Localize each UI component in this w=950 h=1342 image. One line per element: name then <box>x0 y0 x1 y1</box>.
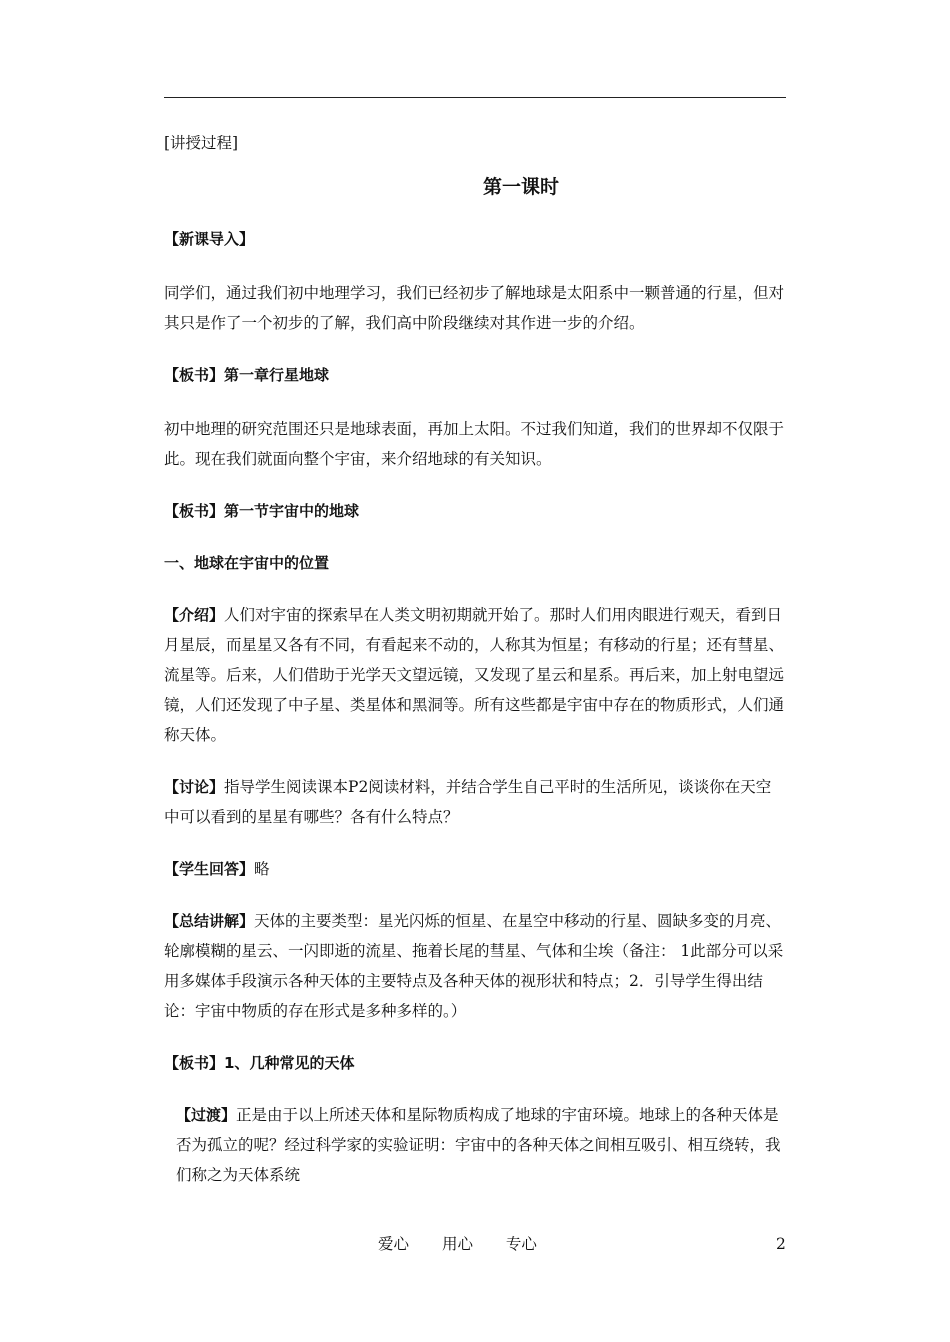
summary-paragraph <box>164 906 786 1026</box>
header-rule <box>164 97 786 98</box>
lesson-title: 第一课时 <box>482 176 559 198</box>
footer-word-2: 用心 <box>441 1235 473 1253</box>
board-celestial-heading: 【板书】1、几种常见的天体 <box>164 1054 355 1072</box>
board-section-heading: 【板书】第一节宇宙中的地球 <box>164 502 360 520</box>
scope-paragraph: 初中地理的研究范围还只是地球表面，再加上太阳。不过我们知道，我们的世界却不仅限于此。现在我们就面向整个宇宙，来介绍地球的有关知识。 <box>164 420 785 468</box>
introduction-paragraph <box>164 600 786 750</box>
footer-word-1: 爱心 <box>378 1235 410 1253</box>
introduction-label: 【介绍】 <box>164 606 225 624</box>
board-chapter-heading: 【板书】第一章行星地球 <box>164 366 330 384</box>
section-heading: [讲授过程] <box>164 134 239 152</box>
discussion-text: 指导学生阅读课本P2阅读材料，并结合学生自己平时的生活所见，谈谈你在天空中可以看到的星星有哪些？各有什么特点？ <box>164 778 772 826</box>
page-number: 2 <box>776 1235 786 1253</box>
position-heading: 一、地球在宇宙中的位置 <box>164 554 330 572</box>
transition-paragraph <box>164 1100 786 1190</box>
summary-text: 天体的主要类型：星光闪烁的恒星、在星空中移动的行星、圆缺多变的月亮、轮廓模糊的星云、一闪即逝的流星、拖着长尾的彗星、气体和尘埃（备注： 1此部分可以采用多媒体手段演示各种天体的主要特点及各种天体的视形状和特点；2．引导学生得出结论：宇宙中物质的存在形式是多种多样的。） <box>164 912 784 1020</box>
intro-paragraph: 同学们，通过我们初中地理学习，我们已经初步了解地球是太阳系中一颗普通的行星，但对其只是作了一个初步的了解，我们高中阶段继续对其作进一步的介绍。 <box>164 284 785 332</box>
student-answer-label: 【学生回答】 <box>164 860 255 878</box>
page-body <box>164 128 786 1190</box>
discussion-paragraph <box>164 772 786 832</box>
footer-motto <box>378 1232 565 1256</box>
student-answer-paragraph <box>164 854 786 884</box>
new-lesson-intro-label: 【新课导入】 <box>164 230 255 248</box>
footer-word-3: 专心 <box>505 1235 537 1253</box>
summary-label: 【总结讲解】 <box>164 912 255 930</box>
student-answer-text: 略 <box>254 860 270 878</box>
transition-text: 正是由于以上所述天体和星际物质构成了地球的宇宙环境。地球上的各种天体是否为孤立的呢？经过科学家的实验证明：宇宙中的各种天体之间相互吸引、相互绕转，我们称之为天体系统 <box>176 1106 781 1184</box>
introduction-text: 人们对宇宙的探索早在人类文明初期就开始了。那时人们用肉眼进行观天，看到日月星辰，而星星又各有不同，有看起来不动的，人称其为恒星；有移动的行星；还有彗星、流星等。后来，人们借助于光学天文望远镜，又发现了星云和星系。再后来，加上射电望远镜，人们还发现了中子星、类星体和黑洞等。所有这些都是宇宙中存在的物质形式，人们通称天体。 <box>164 606 785 744</box>
transition-label: 【过渡】 <box>176 1106 237 1124</box>
discussion-label: 【讨论】 <box>164 778 225 796</box>
